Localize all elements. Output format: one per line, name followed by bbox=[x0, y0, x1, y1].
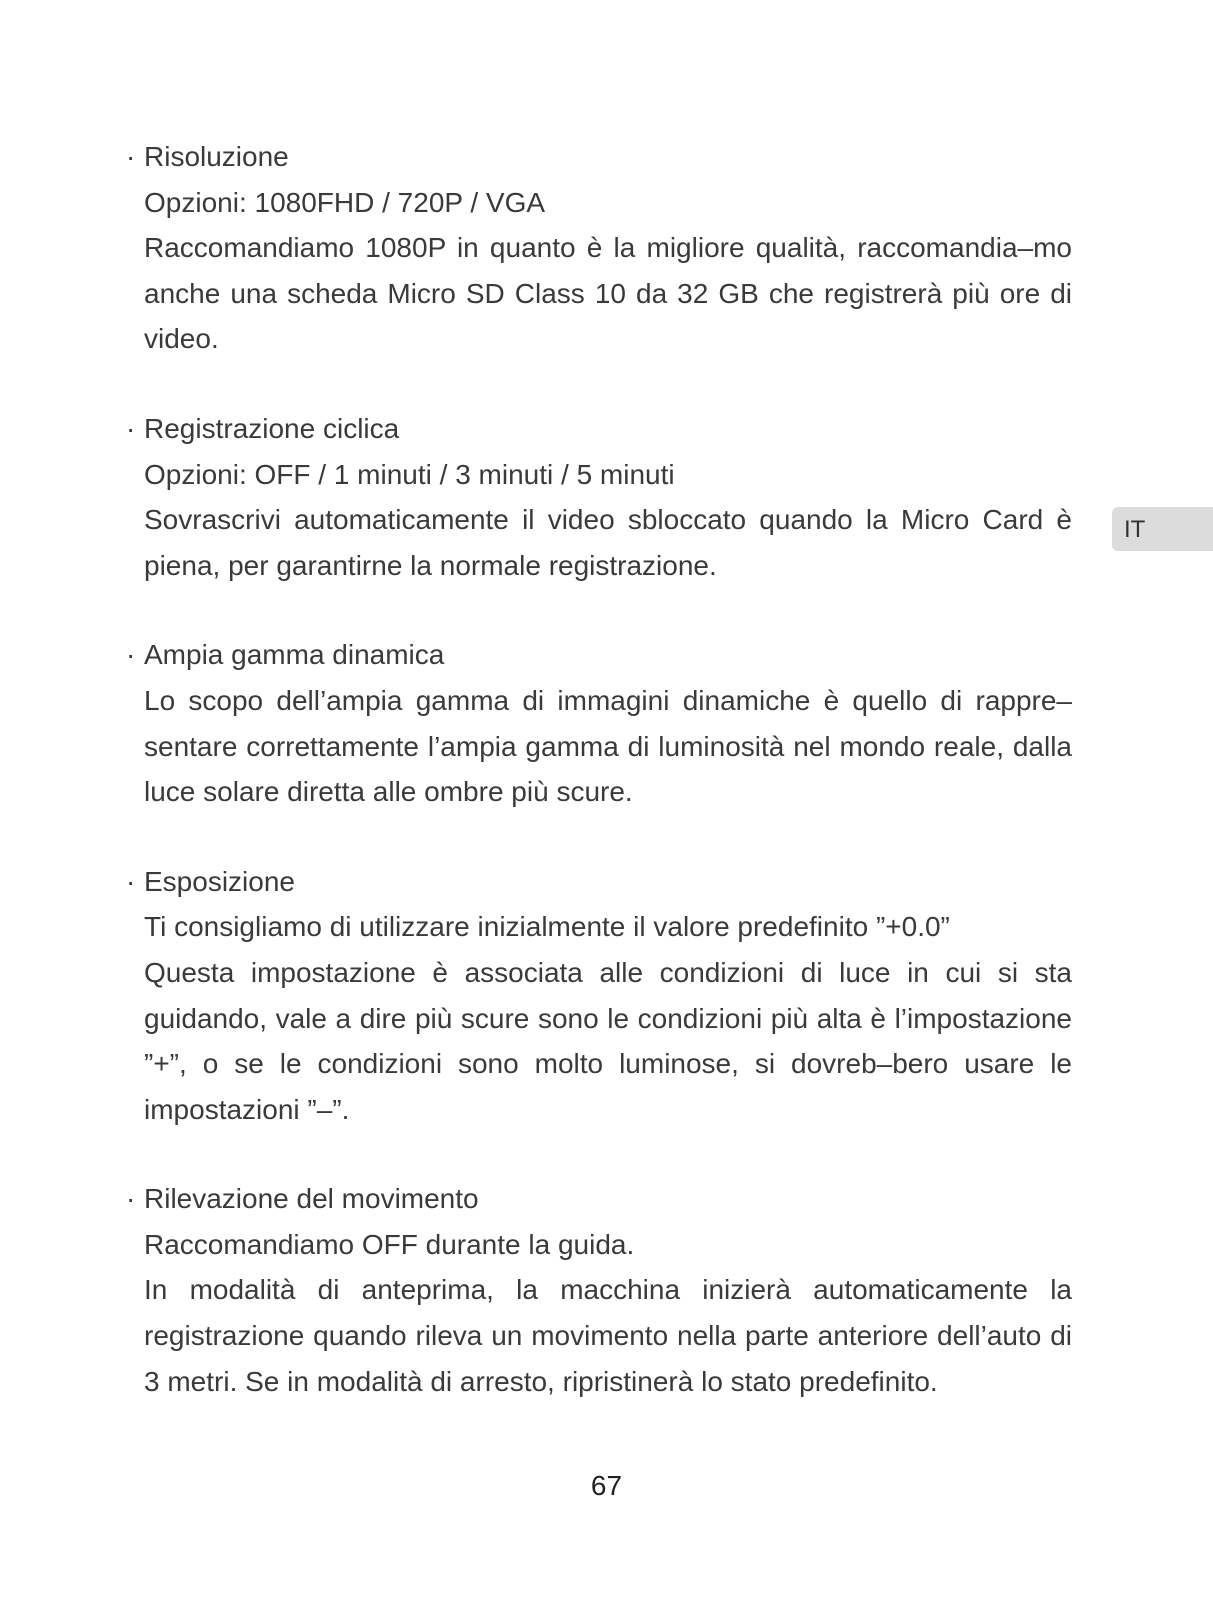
section-risoluzione bbox=[126, 134, 1072, 362]
section-title: Esposizione bbox=[144, 865, 295, 897]
language-tab-label: IT bbox=[1124, 516, 1146, 543]
section-paragraph: Questa impostazione è associata alle condizioni di luce in cui si sta guidando, vale a dire più scure sono le condizioni più alta è l’impostazione ”+”, o se le condizioni sono molto luminose, si dovreb–bero usare le impostazioni ”–”. bbox=[144, 956, 1072, 1125]
section-registrazione-ciclica bbox=[126, 406, 1072, 588]
settings-descriptions bbox=[126, 134, 1072, 1448]
section-esposizione bbox=[126, 859, 1072, 1133]
section-title: Ampia gamma dinamica bbox=[144, 639, 445, 671]
bullet-icon: · bbox=[126, 865, 136, 897]
section-paragraph: Raccomandiamo OFF durante la guida. bbox=[144, 1228, 635, 1260]
bullet-icon: · bbox=[126, 141, 136, 172]
section-paragraph: Opzioni: OFF / 1 minuti / 3 minuti / 5 minuti bbox=[144, 458, 675, 490]
bullet-icon: · bbox=[126, 412, 136, 444]
section-paragraph: Opzioni: 1080FHD / 720P / VGA bbox=[144, 186, 546, 218]
section-rilevazione-movimento bbox=[126, 1176, 1072, 1404]
section-paragraph: Ti consigliamo di utilizzare inizialmente il valore predefinito ”+0.0” bbox=[144, 911, 950, 943]
section-paragraph: Lo scopo dell’ampia gamma di immagini dinamiche è quello di rappre–sentare correttamente l’ampia gamma di luminosità nel mondo reale, dalla luce solare diretta alle ombre più scure. bbox=[144, 684, 1072, 808]
section-paragraph: In modalità di anteprima, la macchina inizierà automaticamente la registrazione quando rileva un movimento nella parte anteriore dell’auto di 3 metri. Se in modalità di arresto, ripristinerà lo stato predefinito. bbox=[144, 1274, 1072, 1397]
section-title: Risoluzione bbox=[144, 141, 289, 172]
section-paragraph: Raccomandiamo 1080P in quanto è la migliore qualità, raccomandia–mo anche una scheda Micro SD Class 10 da 32 GB che registrerà più ore di video. bbox=[144, 232, 1072, 355]
section-ampia-gamma-dinamica bbox=[126, 632, 1072, 814]
page-number: 67 bbox=[590, 1470, 623, 1501]
language-tab bbox=[1112, 507, 1213, 551]
bullet-icon: · bbox=[126, 639, 136, 671]
section-title: Rilevazione del movimento bbox=[144, 1183, 479, 1215]
section-title: Registrazione ciclica bbox=[144, 412, 400, 444]
section-paragraph: Sovrascrivi automaticamente il video sbloccato quando la Micro Card è piena, per garantirne la normale registrazione. bbox=[144, 504, 1072, 581]
bullet-icon: · bbox=[126, 1183, 136, 1215]
